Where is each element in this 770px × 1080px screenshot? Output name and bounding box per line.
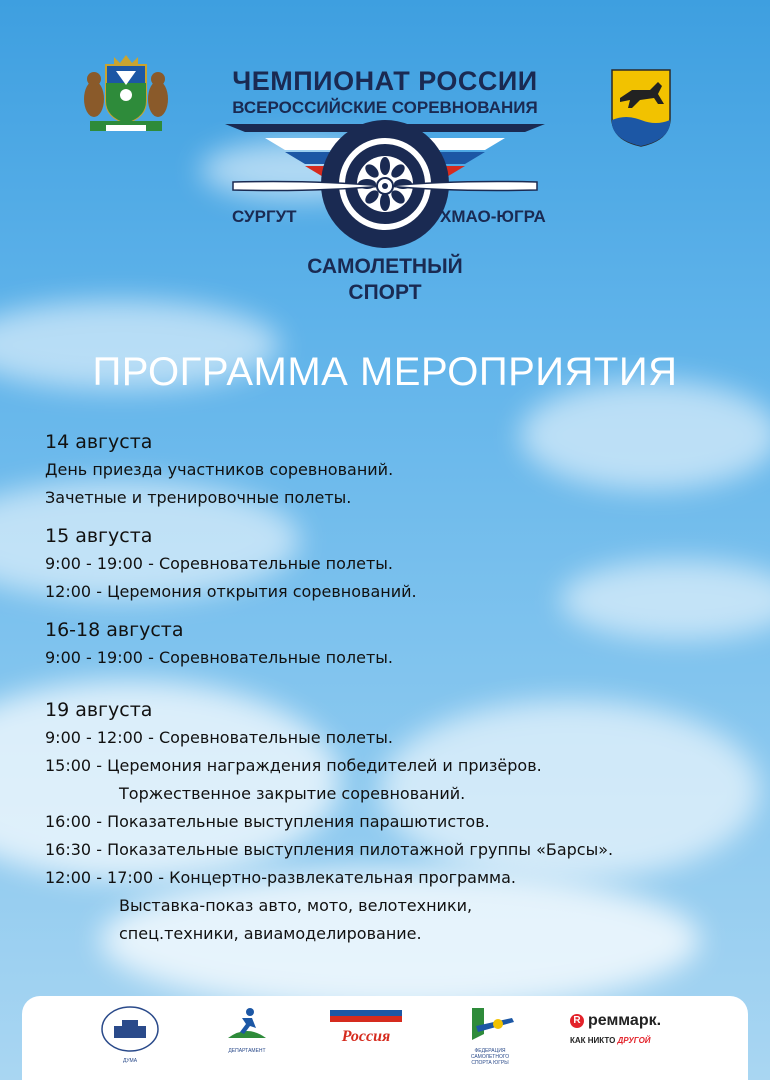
competition-subtitle: ВСЕРОССИЙСКИЕ СОРЕВНОВАНИЯ bbox=[232, 98, 538, 117]
program-item: 9:00 - 19:00 - Соревновательные полеты. bbox=[45, 554, 394, 573]
program-item bbox=[45, 484, 755, 512]
event-header bbox=[0, 0, 770, 320]
program-item-text: Церемония открытия соревнований. bbox=[107, 582, 417, 601]
russia-logo-icon bbox=[330, 1004, 402, 1024]
program-item-text: Соревновательные полеты. bbox=[158, 648, 394, 667]
program-item-text: Показательные выступления парашютистов. bbox=[107, 812, 490, 831]
remmark-r-icon: R bbox=[570, 1014, 584, 1028]
program-day bbox=[45, 428, 755, 512]
duma-label: ДУМА bbox=[122, 1058, 138, 1064]
program-item-text: Показательные выступления пилотажной группы «Барсы». bbox=[107, 840, 614, 859]
program-item-continuation: Торжественное закрытие соревнований. bbox=[119, 784, 466, 803]
remmark-slogan bbox=[570, 1036, 670, 1045]
region-label: ХМАО-ЮГРА bbox=[440, 207, 546, 226]
program-item-time: 16:00 bbox=[45, 812, 92, 831]
program-item-time: 9:00 - 19:00 bbox=[45, 554, 143, 573]
program-item-time: 12:00 - 17:00 bbox=[45, 868, 154, 887]
federation-label: ФЕДЕРАЦИЯ САМОЛЕТНОГО СПОРТА ЮГРЫ bbox=[470, 1048, 510, 1066]
championship-title: ЧЕМПИОНАТ РОССИИ bbox=[232, 66, 538, 96]
program-date: 15 августа bbox=[45, 525, 153, 547]
program-item-text: Концертно-развлекательная программа. bbox=[169, 868, 517, 887]
federation-plane-icon bbox=[462, 1004, 518, 1044]
program-date: 14 августа bbox=[45, 431, 153, 453]
sport-name-line2: СПОРТ bbox=[348, 281, 422, 304]
program-item: 16:00 - Показательные выступления парашютистов. bbox=[45, 812, 490, 831]
program-item-time: 9:00 - 19:00 bbox=[45, 648, 143, 667]
duma-building-icon bbox=[100, 1004, 160, 1054]
program-item-text: День приезда участников соревнований. bbox=[45, 460, 394, 479]
program-item-text: Соревновательные полеты. bbox=[158, 554, 394, 573]
sponsor-duma bbox=[100, 1004, 160, 1064]
program-day bbox=[45, 616, 755, 672]
program-item: 12:00 - Церемония открытия соревнований. bbox=[45, 582, 417, 601]
program-item-text: Зачетные и тренировочные полеты. bbox=[45, 488, 352, 507]
sponsor-federation bbox=[462, 1004, 518, 1064]
program-item-time: 9:00 - 12:00 bbox=[45, 728, 143, 747]
sponsor-department bbox=[222, 1004, 272, 1064]
program-item-continuation: Выставка-показ авто, мото, велотехники, bbox=[119, 896, 473, 915]
page-title: ПРОГРАММА МЕРОПРИЯТИЯ bbox=[92, 350, 678, 394]
remmark-slogan-b: ДРУГОЙ bbox=[617, 1036, 651, 1045]
yugra-coat-of-arms-icon bbox=[80, 55, 172, 137]
program-item: 15:00 - Церемония награждения победителей и призёров. bbox=[45, 756, 542, 775]
sport-name bbox=[270, 254, 500, 306]
remmark-logo bbox=[570, 1012, 670, 1030]
program-day bbox=[45, 696, 755, 948]
sponsors-bar bbox=[22, 996, 748, 1080]
remmark-slogan-a: КАК НИКТО bbox=[570, 1036, 616, 1045]
city-label: СУРГУТ bbox=[232, 207, 297, 226]
program-item-time: 12:00 bbox=[45, 582, 92, 601]
program-item-time: 15:00 bbox=[45, 756, 92, 775]
sponsor-russia bbox=[330, 1004, 402, 1064]
program-item: 9:00 - 12:00 - Соревновательные полеты. bbox=[45, 728, 394, 747]
program-item bbox=[45, 456, 755, 484]
sponsor-remmark bbox=[570, 1012, 670, 1072]
program-item: 16:30 - Показательные выступления пилотажной группы «Барсы». bbox=[45, 840, 614, 859]
program-item-text: Церемония награждения победителей и призёров. bbox=[107, 756, 542, 775]
surgut-coat-of-arms-icon bbox=[610, 68, 672, 148]
program-date: 16-18 августа bbox=[45, 619, 184, 641]
program-day bbox=[45, 522, 755, 606]
event-program bbox=[45, 428, 755, 958]
program-date: 19 августа bbox=[45, 699, 153, 721]
program-item-time: 16:30 bbox=[45, 840, 92, 859]
program-item-continuation: спец.техники, авиамоделирование. bbox=[119, 924, 422, 943]
program-item-text: Соревновательные полеты. bbox=[158, 728, 394, 747]
department-label: ДЕПАРТАМЕНТ bbox=[228, 1048, 266, 1054]
program-item: 12:00 - 17:00 - Концертно-развлекательная программа. bbox=[45, 868, 517, 887]
runner-icon bbox=[222, 1004, 272, 1044]
russia-label: Россия bbox=[341, 1028, 391, 1045]
program-item: 9:00 - 19:00 - Соревновательные полеты. bbox=[45, 648, 394, 667]
sport-name-line1: САМОЛЕТНЫЙ bbox=[307, 255, 463, 278]
remmark-label: реммарк. bbox=[588, 1012, 662, 1029]
